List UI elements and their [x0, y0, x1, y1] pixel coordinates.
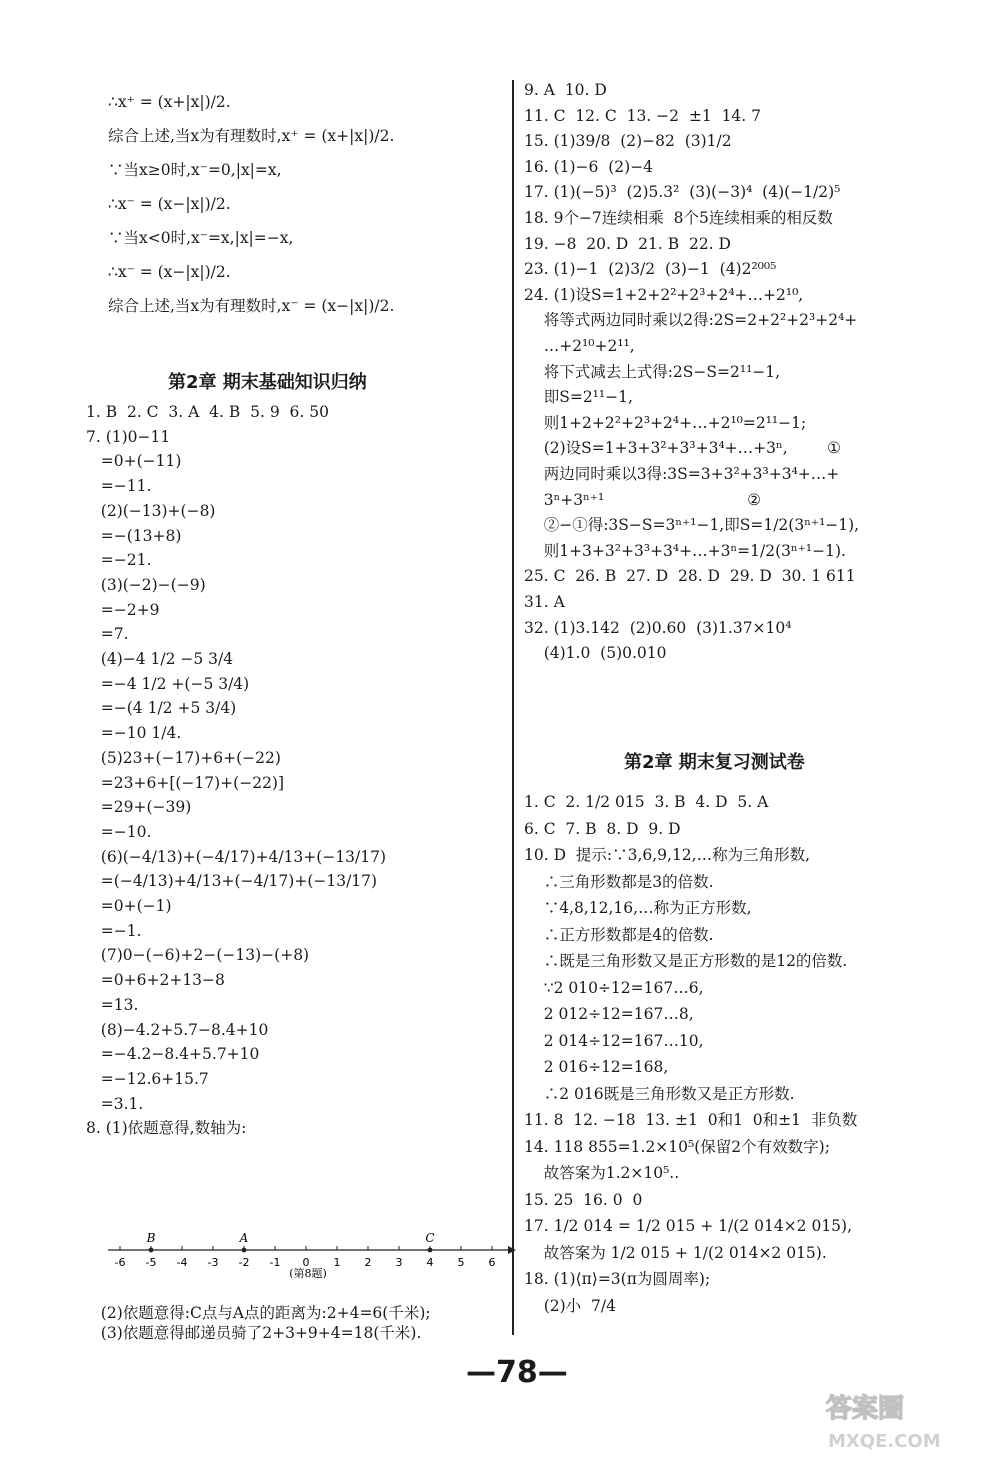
answer-line: ②−①得:3S−S=3ⁿ⁺¹−1,即S=1/2(3ⁿ⁺¹−1), [524, 516, 860, 535]
answer-line: 10. D 提示:∵3,6,9,12,…称为三角形数, [524, 846, 811, 864]
answer-line: 25. C 26. B 27. D 28. D 29. D 30. 1 611 [524, 567, 856, 586]
answer-line: ∴既是三角形数又是正方形数的是12的倍数. [524, 952, 848, 970]
answer-line: 19. −8 20. D 21. B 22. D [524, 234, 731, 253]
answer-line: 15. 25 16. 0 0 [524, 1190, 643, 1209]
answer-line: =(−4/13)+4/13+(−4/17)+(−13/17) [86, 872, 378, 891]
answer-line: 32. (1)3.142 (2)0.60 (3)1.37×10⁴ [524, 618, 792, 637]
answer-line: 故答案为1.2×10⁵.. [524, 1164, 680, 1182]
axis-point [428, 1248, 433, 1253]
answer-line: (2)设S=1+3+3²+3³+3⁴+…+3ⁿ, ① [524, 439, 841, 458]
answer-line: (2)依题意得:C点与A点的距离为:2+4=6(千米); [86, 1304, 431, 1322]
answer-line: 11. C 12. C 13. −2 ±1 14. 7 [524, 106, 762, 125]
column-divider [512, 80, 514, 1335]
answer-line: 将下式减去上式得:2S−S=2¹¹−1, [524, 362, 781, 381]
answer-line: 6. C 7. B 8. D 9. D [524, 819, 681, 838]
answer-line: 2 016÷12=168, [524, 1058, 669, 1076]
answer-line: =−21. [86, 551, 152, 570]
axis-point [149, 1248, 154, 1253]
answer-line: (2)(−13)+(−8) [86, 501, 216, 520]
answer-line: =−11. [86, 477, 152, 496]
answer-line: ∴正方形数都是4的倍数. [524, 925, 714, 944]
answer-line: 18. 9个−7连续相乘 8个5连续相乘的相反数 [524, 209, 833, 227]
answer-line: =0+(−1) [86, 897, 172, 915]
derivation-line: ∴x⁻ = (x−|x|)/2. [108, 263, 231, 281]
answer-line: 31. A [524, 593, 565, 611]
axis-tick-label: 6 [488, 1256, 496, 1269]
axis-arrow [508, 1246, 516, 1254]
answer-line: ∴2 016既是三角形数又是正方形数. [524, 1084, 795, 1103]
answer-line: =−(4 1/2 +5 3/4) [86, 699, 237, 718]
answer-line: 8. (1)依题意得,数轴为: [86, 1119, 247, 1138]
answer-line: (6)(−4/13)+(−4/17)+4/13+(−13/17) [86, 847, 387, 866]
answer-line: (5)23+(−17)+6+(−22) [86, 748, 281, 767]
section-title: 第2章 期末复习测试卷 [624, 752, 805, 773]
derivation-line: 综合上述,当x为有理数时,x⁻ = (x−|x|)/2. [108, 297, 395, 315]
answer-line: =−4.2−8.4+5.7+10 [86, 1045, 260, 1064]
answer-line: 18. (1)⟨π⟩=3(π为圆周率); [524, 1270, 711, 1288]
answer-line: 2 014÷12=167…10, [524, 1031, 704, 1050]
axis-point [242, 1248, 247, 1253]
watermark-main-text: 答案圈 [826, 1394, 905, 1424]
derivation-line: ∴x⁺ = (x+|x|)/2. [108, 93, 231, 111]
derivation-line: ∵当x<0时,x⁻=x,|x|=−x, [108, 229, 294, 247]
answer-line: =0+(−11) [86, 452, 182, 471]
answer-line: (8)−4.2+5.7−8.4+10 [86, 1020, 269, 1039]
axis-tick-label: 5 [457, 1256, 465, 1269]
answer-line: …+2¹⁰+2¹¹, [524, 337, 635, 355]
axis-tick-label: -4 [176, 1256, 188, 1269]
answer-line: (3)依题意得邮递员骑了2+3+9+4=18(千米). [86, 1324, 422, 1342]
axis-point-label: C [425, 1231, 435, 1245]
answer-line: =−2+9 [86, 600, 160, 619]
figure-caption: (第8题) [289, 1267, 327, 1278]
axis-tick-label: 3 [395, 1256, 403, 1269]
answer-line: =−1. [86, 921, 142, 940]
answer-line: =−10 1/4. [86, 724, 182, 743]
answer-line: 7. (1)0−11 [86, 427, 171, 446]
watermark-logo [818, 1377, 988, 1457]
answer-line: =7. [86, 625, 129, 644]
number-line [108, 1230, 518, 1278]
answer-line: =−10. [86, 822, 152, 841]
answer-line: 11. 8 12. −18 13. ±1 0和1 0和±1 非负数 [524, 1111, 858, 1129]
answer-line: 即S=2¹¹−1, [524, 388, 633, 407]
answer-line: =0+6+2+13−8 [86, 971, 225, 990]
answer-line: 15. (1)39/8 (2)−82 (3)1/2 [524, 132, 732, 151]
answer-line: =23+6+[(−17)+(−22)] [86, 773, 285, 792]
answer-line: 故答案为 1/2 015 + 1/(2 014×2 015). [524, 1243, 827, 1262]
answer-line: 则1+3+3²+3³+3⁴+…+3ⁿ=1/2(3ⁿ⁺¹−1). [524, 541, 846, 560]
axis-tick-label: -5 [145, 1256, 157, 1269]
axis-tick-label: 4 [426, 1256, 434, 1269]
answer-line: 1. B 2. C 3. A 4. B 5. 9 6. 50 [86, 403, 329, 421]
axis-tick-label: -3 [207, 1256, 219, 1269]
answer-line: (3)(−2)−(−9) [86, 575, 206, 594]
page-number: —78— [466, 1355, 568, 1390]
axis-tick-label: -6 [114, 1256, 126, 1269]
derivation-line: ∴x⁻ = (x−|x|)/2. [108, 195, 231, 213]
axis-point-label: B [146, 1231, 156, 1245]
answer-line: ∴三角形数都是3的倍数. [524, 872, 714, 891]
answer-line: 1. C 2. 1/2 015 3. B 4. D 5. A [524, 793, 769, 811]
answer-line: 将等式两边同时乘以2得:2S=2+2²+2³+2⁴+ [524, 311, 858, 330]
answer-line: =−12.6+15.7 [86, 1069, 209, 1088]
axis-tick-label: -2 [238, 1256, 250, 1269]
answer-line: (7)0−(−6)+2−(−13)−(+8) [86, 946, 310, 965]
axis-tick-label: 1 [333, 1256, 341, 1269]
watermark-sub-text: MXQE.COM [828, 1431, 941, 1452]
answer-line: (2)小 7/4 [524, 1296, 616, 1315]
answer-line: 17. 1/2 014 = 1/2 015 + 1/(2 014×2 015), [524, 1217, 853, 1235]
axis-tick-label: -1 [269, 1256, 281, 1269]
axis-tick-label: 0 [302, 1256, 310, 1269]
answer-line: =−(13+8) [86, 526, 182, 545]
answer-line: 3ⁿ+3ⁿ⁺¹ ② [524, 490, 762, 509]
answer-line: 则1+2+2²+2³+2⁴+…+2¹⁰=2¹¹−1; [524, 413, 807, 432]
answer-line: 24. (1)设S=1+2+2²+2³+2⁴+…+2¹⁰, [524, 285, 804, 304]
answer-line: (4)−4 1/2 −5 3/4 [86, 650, 234, 668]
answer-line: ∵4,8,12,16,…称为正方形数, [524, 899, 752, 917]
axis-tick-label: 2 [364, 1256, 372, 1269]
answer-line: ∵2 010÷12=167…6, [524, 978, 704, 997]
answer-line: 17. (1)(−5)³ (2)5.3² (3)(−3)⁴ (4)(−1/2)⁵ [524, 183, 841, 202]
section-title: 第2章 期末基础知识归纳 [168, 372, 367, 393]
answer-line: 16. (1)−6 (2)−4 [524, 157, 654, 176]
answer-line: =−4 1/2 +(−5 3/4) [86, 674, 250, 693]
answer-line: =3.1. [86, 1094, 144, 1113]
answer-line: 23. (1)−1 (2)3/2 (3)−1 (4)2²⁰⁰⁵ [524, 260, 777, 279]
derivation-line: ∵当x≥0时,x⁻=0,|x|=x, [108, 161, 282, 179]
axis-point-label: A [239, 1231, 249, 1245]
answer-line: 2 012÷12=167…8, [524, 1005, 694, 1023]
derivation-line: 综合上述,当x为有理数时,x⁺ = (x+|x|)/2. [108, 127, 395, 145]
answer-line: 9. A 10. D [524, 81, 607, 99]
answer-line: =13. [86, 995, 139, 1014]
answer-line: (4)1.0 (5)0.010 [524, 644, 667, 663]
answer-line: 14. 118 855=1.2×10⁵(保留2个有效数字); [524, 1137, 830, 1156]
answer-line: =29+(−39) [86, 798, 192, 817]
answer-line: 两边同时乘以3得:3S=3+3²+3³+3⁴+…+ [524, 465, 840, 483]
